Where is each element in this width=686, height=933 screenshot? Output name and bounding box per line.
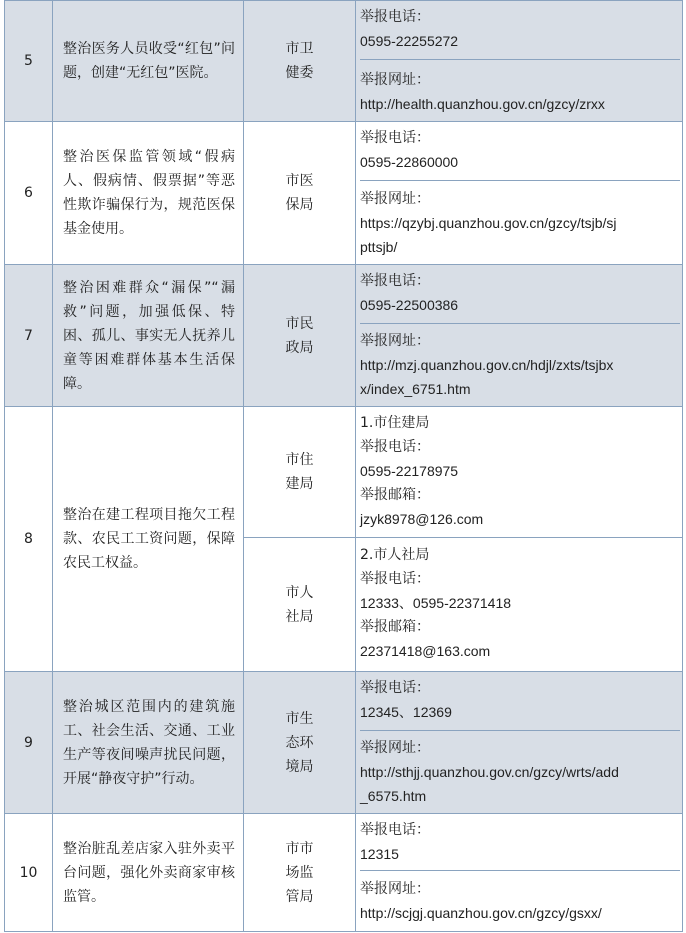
contact-url-block: 举报网址： https://qzybj.quanzhou.gov.cn/gzcy/tsjb/sj pttsjb/	[360, 180, 680, 264]
department-name: 市卫 健委	[285, 41, 314, 81]
row-number: 6	[5, 122, 53, 265]
row-department	[244, 538, 356, 672]
row-contact: 1.市住建局 举报电话： 0595-22178975 举报邮箱： jzyk8978@126.com	[356, 407, 683, 538]
contact-url-block: 举报网址： http://mzj.quanzhou.gov.cn/hdjl/zxts/tsjbx x/index_6751.htm	[360, 323, 680, 406]
row-description: 整治脏乱差店家入驻外卖平台问题，强化外卖商家审核监管。	[53, 814, 244, 932]
department-name: 市住 建局	[285, 452, 314, 492]
row-description: 整治困难群众“漏保”“漏救”问题，加强低保、特困、孤儿、事实无人抚养儿童等困难群体基本生活保障。	[53, 265, 244, 407]
row-department	[244, 814, 356, 932]
table-row	[5, 672, 683, 814]
department-name: 市市 场监 管局	[285, 840, 314, 905]
row-department	[244, 672, 356, 814]
contact-phone-block: 举报电话： 12345、12369	[360, 672, 680, 730]
row-number: 5	[5, 1, 53, 122]
table-row	[5, 814, 683, 932]
supervision-table	[4, 0, 683, 932]
report-url[interactable]: http://health.quanzhou.gov.cn/gzcy/zrxx	[360, 96, 605, 112]
table-row	[5, 1, 683, 122]
table-row	[5, 265, 683, 407]
row-number: 8	[5, 407, 53, 672]
row-department	[244, 1, 356, 122]
row-description: 整治医保监管领域“假病人、假病情、假票据”等恶性欺诈骗保行为，规范医保基金使用。	[53, 122, 244, 265]
department-name: 市民 政局	[285, 315, 314, 356]
contact-url-block: 举报网址： http://sthjj.quanzhou.gov.cn/gzcy/wrts/add _6575.htm	[360, 730, 680, 813]
phone-number: 0595-22178975	[360, 463, 459, 479]
row-number: 7	[5, 265, 53, 407]
row-contact	[356, 672, 683, 814]
phone-number: 0595-22255272	[360, 33, 459, 49]
row-contact	[356, 1, 683, 122]
phone-number: 12333、0595-22371418	[360, 595, 512, 611]
phone-number: 0595-22860000	[360, 154, 459, 170]
phone-number: 12315	[360, 846, 399, 862]
row-description: 整治医务人员收受“红包”问题，创建“无红包”医院。	[53, 1, 244, 122]
row-department	[244, 122, 356, 265]
row-description: 整治城区范围内的建筑施工、社会生活、交通、工业生产等夜间噪声扰民问题，开展“静夜守护”行动。	[53, 672, 244, 814]
phone-number: 12345、12369	[360, 704, 452, 720]
row-contact: 2.市人社局 举报电话： 12333、0595-22371418 举报邮箱： 22371418@163.com	[356, 538, 683, 672]
row-department	[244, 265, 356, 407]
agency-name: 1.市住建局	[360, 415, 430, 431]
row-contact	[356, 265, 683, 407]
phone-number: 0595-22500386	[360, 297, 459, 313]
table-row	[5, 407, 683, 538]
report-email[interactable]: 22371418@163.com	[360, 643, 491, 659]
row-contact	[356, 122, 683, 265]
report-url-continued[interactable]: pttsjb/	[360, 239, 398, 255]
contact-phone-block: 举报电话： 12315	[360, 814, 680, 870]
report-email[interactable]: jzyk8978@126.com	[360, 511, 484, 527]
report-url-continued[interactable]: x/index_6751.htm	[360, 381, 471, 397]
report-url[interactable]: https://qzybj.quanzhou.gov.cn/gzcy/tsjb/sj	[360, 215, 617, 231]
table-row	[5, 122, 683, 265]
row-number: 10	[5, 814, 53, 932]
department-name: 市人 社局	[285, 584, 314, 625]
department-name: 市生 态环 境局	[285, 710, 314, 775]
contact-url-block: 举报网址： http://scjgj.quanzhou.gov.cn/gzcy/gsxx/	[360, 870, 680, 931]
report-url[interactable]: http://sthjj.quanzhou.gov.cn/gzcy/wrts/add	[360, 764, 619, 780]
contact-phone-block: 举报电话： 0595-22500386	[360, 265, 680, 323]
row-number: 9	[5, 672, 53, 814]
department-name: 市医 保局	[285, 173, 314, 213]
report-url-continued[interactable]: _6575.htm	[360, 788, 427, 804]
report-url[interactable]: http://scjgj.quanzhou.gov.cn/gzcy/gsxx/	[360, 905, 602, 921]
agency-name: 2.市人社局	[360, 547, 430, 563]
row-description: 整治在建工程项目拖欠工程款、农民工工资问题，保障农民工权益。	[53, 407, 244, 672]
contact-url-block: 举报网址： http://health.quanzhou.gov.cn/gzcy/zrxx	[360, 59, 680, 121]
row-contact	[356, 814, 683, 932]
contact-phone-block: 举报电话： 0595-22860000	[360, 122, 680, 180]
row-department	[244, 407, 356, 538]
report-url[interactable]: http://mzj.quanzhou.gov.cn/hdjl/zxts/tsjbx	[360, 357, 614, 373]
contact-phone-block: 举报电话： 0595-22255272	[360, 1, 680, 59]
